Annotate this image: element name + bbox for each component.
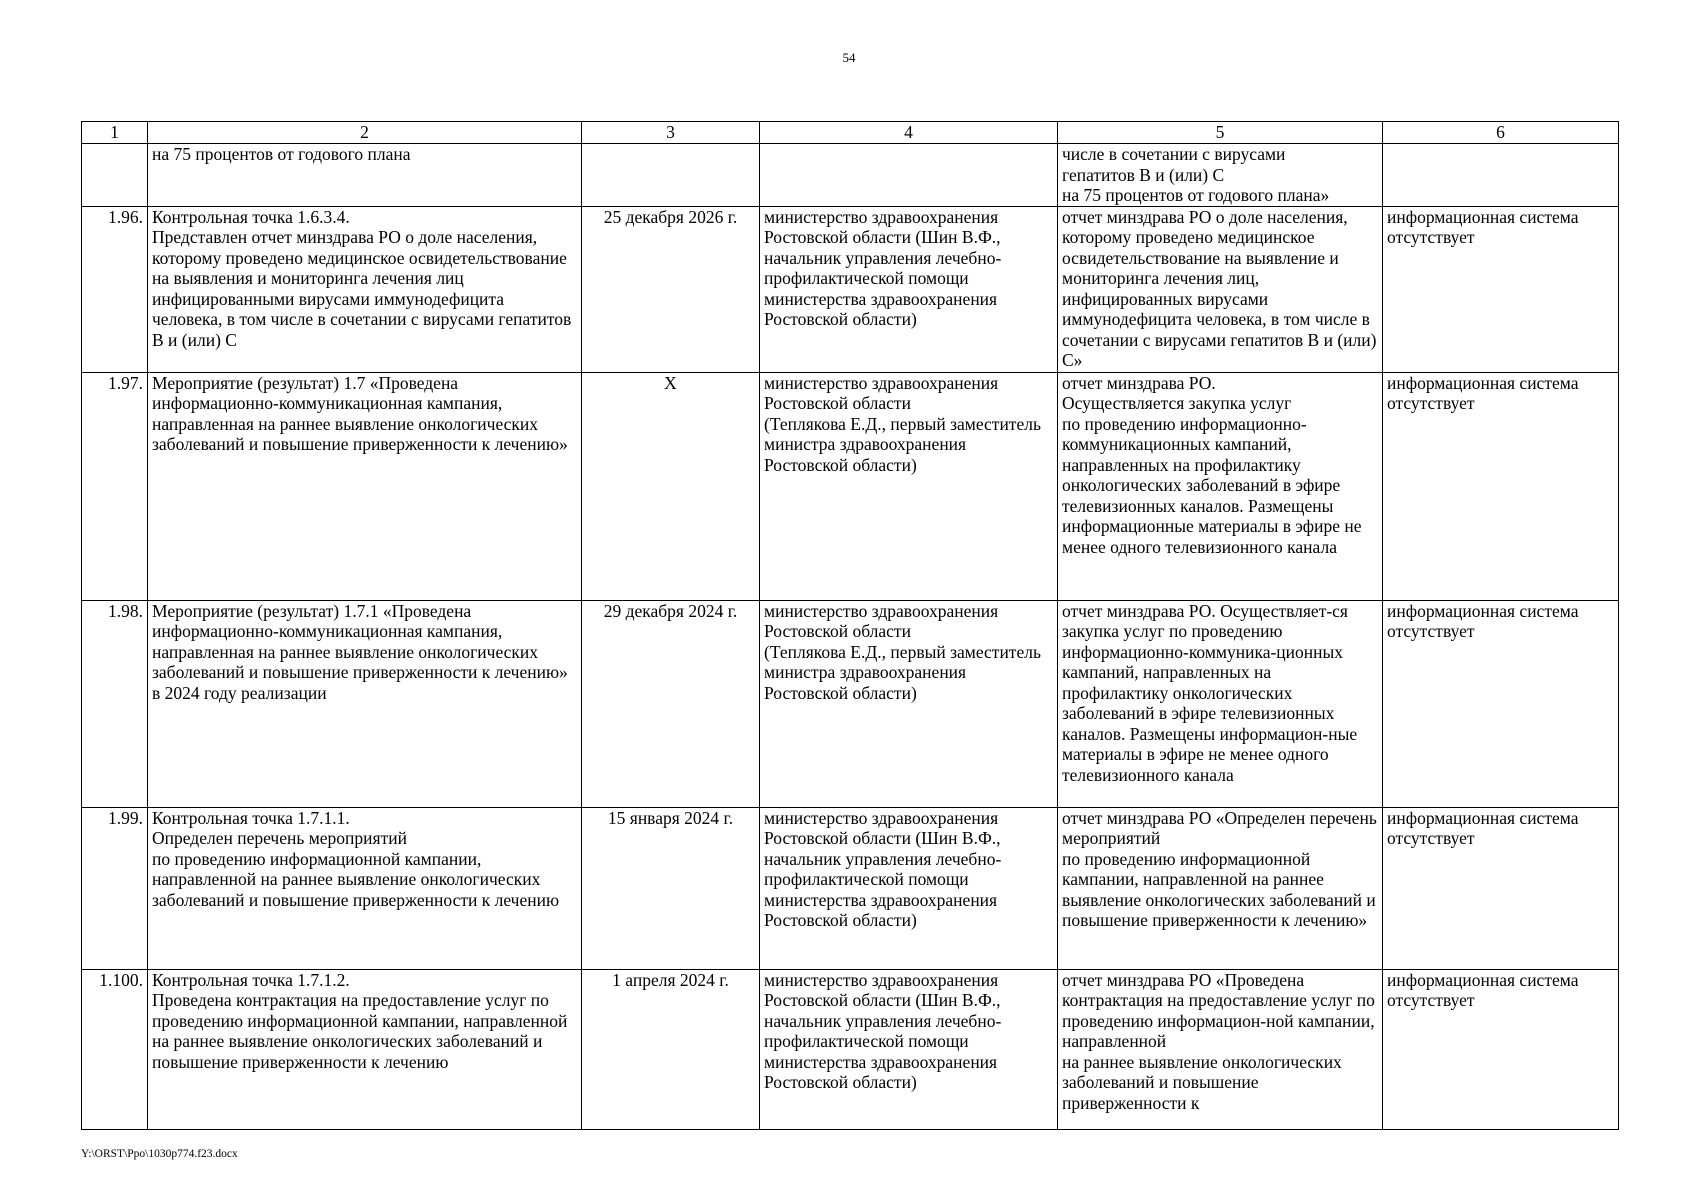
plan-table	[81, 121, 1619, 1130]
event-cell: Контрольная точка 1.6.3.4. Представлен отчет минздрава РО о доле населения, которому проведено медицинское освидетельствование на выявления и мониторинга лечения лиц инфицированными вирусами иммунодефицита человека, в том числе в сочетании с вирусами гепатитов B и (или) C	[148, 206, 582, 372]
column-header-5: 5	[1058, 122, 1383, 144]
date-cell: 15 января 2024 г.	[582, 807, 760, 969]
row-number: 1.100.	[82, 969, 148, 1129]
system-cell	[1383, 144, 1619, 207]
result-cell: отчет минздрава РО «Определен перечень мероприятий по проведению информационной кампании, направленной на раннее выявление онкологических заболеваний и повышение приверженности к лечению»	[1058, 807, 1383, 969]
date-cell: 29 декабря 2024 г.	[582, 600, 760, 807]
event-cell: Контрольная точка 1.7.1.1. Определен перечень мероприятий по проведению информационной кампании, направленной на раннее выявление онкологических заболеваний и повышение приверженности к лечению	[148, 807, 582, 969]
date-cell: 25 декабря 2026 г.	[582, 206, 760, 372]
event-cell: на 75 процентов от годового плана	[148, 144, 582, 207]
result-cell: отчет минздрава РО «Проведена контрактация на предоставление услуг по проведению информацион-ной кампании, направленной на раннее выявление онкологических заболеваний и повышение приверженности к	[1058, 969, 1383, 1129]
system-cell: информационная система отсутствует	[1383, 372, 1619, 600]
date-cell	[582, 144, 760, 207]
event-cell: Мероприятие (результат) 1.7.1 «Проведена информационно-коммуникационная кампания, направленная на раннее выявление онкологических заболеваний и повышение приверженности к лечению» в 2024 году реализации	[148, 600, 582, 807]
responsible-cell: министерство здравоохранения Ростовской области (Теплякова Е.Д., первый заместитель министра здравоохранения Ростовской области)	[760, 600, 1058, 807]
result-cell: отчет минздрава РО. Осуществляется закупка услуг по проведению информационно-коммуникационных кампаний, направленных на профилактику онкологических заболеваний в эфире телевизионных каналов. Размещены информационные материалы в эфире не менее одного телевизионного канала	[1058, 372, 1383, 600]
system-cell: информационная система отсутствует	[1383, 969, 1619, 1129]
table-row	[82, 372, 1619, 600]
row-number	[82, 144, 148, 207]
row-number: 1.99.	[82, 807, 148, 969]
responsible-cell: министерство здравоохранения Ростовской области (Шин В.Ф., начальник управления лечебно-профилактической помощи министерства здравоохранения Ростовской области)	[760, 969, 1058, 1129]
column-header-1: 1	[82, 122, 148, 144]
system-cell: информационная система отсутствует	[1383, 600, 1619, 807]
column-header-6: 6	[1383, 122, 1619, 144]
responsible-cell: министерство здравоохранения Ростовской области (Шин В.Ф., начальник управления лечебно-профилактической помощи министерства здравоохранения Ростовской области)	[760, 807, 1058, 969]
responsible-cell: министерство здравоохранения Ростовской области (Шин В.Ф., начальник управления лечебно-профилактической помощи министерства здравоохранения Ростовской области)	[760, 206, 1058, 372]
responsible-cell: министерство здравоохранения Ростовской области (Теплякова Е.Д., первый заместитель министра здравоохранения Ростовской области)	[760, 372, 1058, 600]
column-number-row	[82, 122, 1619, 144]
result-cell: отчет минздрава РО о доле населения, которому проведено медицинское освидетельствование на выявление и мониторинга лечения лиц, инфицированных вирусами иммунодефицита человека, в том числе в сочетании с вирусами гепатитов B и (или) C»	[1058, 206, 1383, 372]
table-row	[82, 807, 1619, 969]
file-path-footer: Y:\ORST\Ppo\1030p774.f23.docx	[81, 1148, 238, 1160]
event-cell: Контрольная точка 1.7.1.2. Проведена контрактация на предоставление услуг по проведению информационной кампании, направленной на раннее выявление онкологических заболеваний и повышение приверженности к лечению	[148, 969, 582, 1129]
system-cell: информационная система отсутствует	[1383, 206, 1619, 372]
responsible-cell	[760, 144, 1058, 207]
column-header-2: 2	[148, 122, 582, 144]
column-header-3: 3	[582, 122, 760, 144]
column-header-4: 4	[760, 122, 1058, 144]
table-row	[82, 206, 1619, 372]
row-number: 1.96.	[82, 206, 148, 372]
event-cell: Мероприятие (результат) 1.7 «Проведена информационно-коммуникационная кампания, направленная на раннее выявление онкологических заболеваний и повышение приверженности к лечению»	[148, 372, 582, 600]
row-number: 1.97.	[82, 372, 148, 600]
table-row	[82, 144, 1619, 207]
page-number: 54	[842, 50, 856, 65]
date-cell: 1 апреля 2024 г.	[582, 969, 760, 1129]
table-row	[82, 969, 1619, 1129]
result-cell: отчет минздрава РО. Осуществляет-ся закупка услуг по проведению информационно-коммуника-ционных кампаний, направленных на профилактику онкологических заболеваний в эфире телевизионных каналов. Размещены информацион-ные материалы в эфире не менее одного телевизионного канала	[1058, 600, 1383, 807]
table-row	[82, 600, 1619, 807]
date-cell: X	[582, 372, 760, 600]
row-number: 1.98.	[82, 600, 148, 807]
result-cell: числе в сочетании с вирусами гепатитов B и (или) C на 75 процентов от годового плана»	[1058, 144, 1383, 207]
system-cell: информационная система отсутствует	[1383, 807, 1619, 969]
